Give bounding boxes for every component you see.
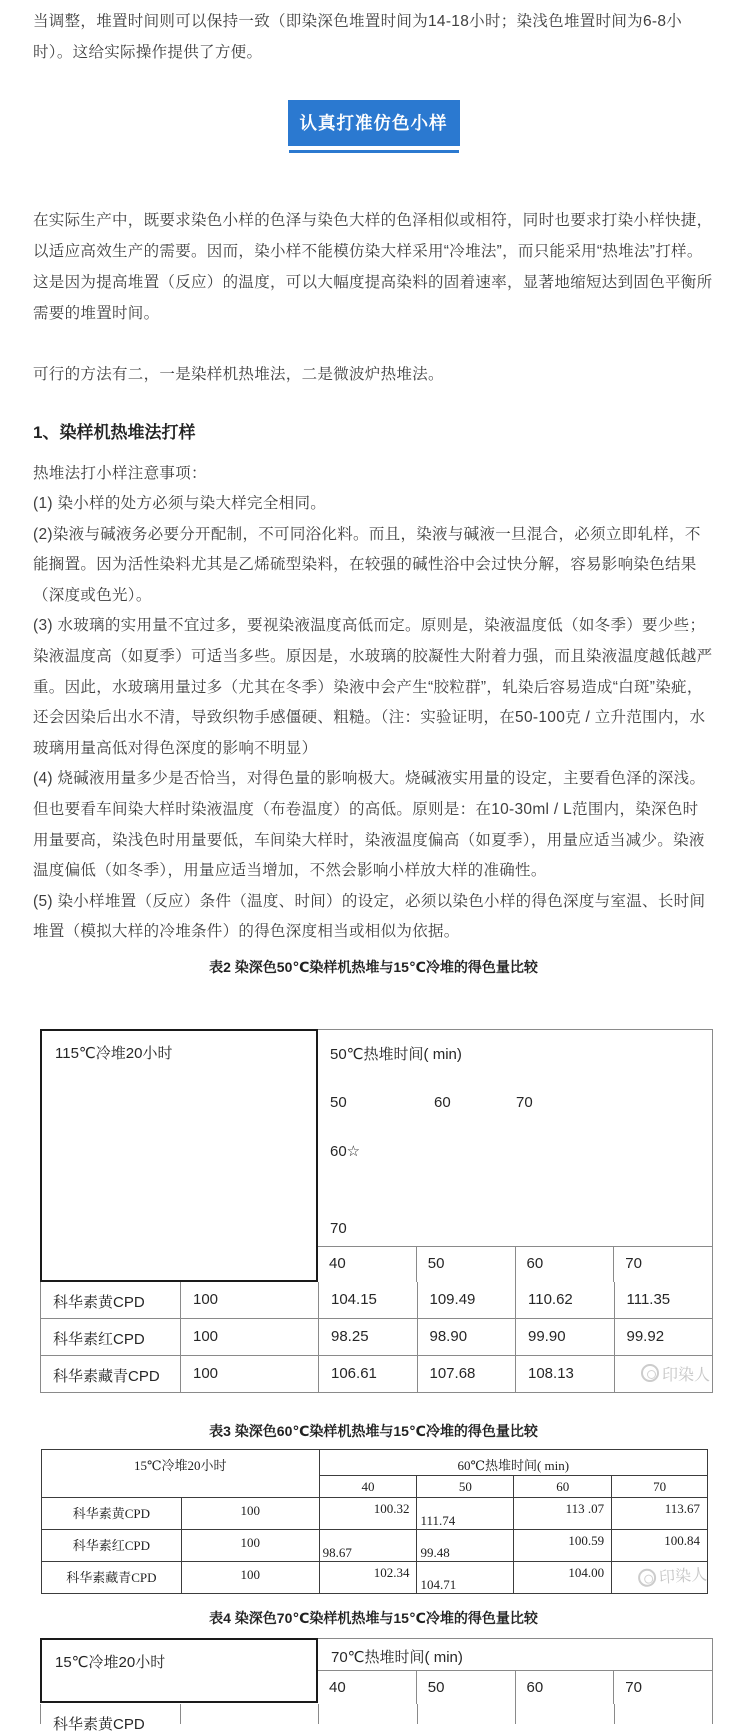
- value-cell: 98.25: [318, 1319, 417, 1355]
- value-cell: 99.92: [614, 1319, 714, 1355]
- value-bottom: 104.71: [420, 1576, 457, 1592]
- table2-stray-70: 70: [516, 1093, 533, 1111]
- section-lead: 热堆法打小样注意事项：: [33, 465, 207, 482]
- value-cell: [416, 1562, 513, 1593]
- table4-corner-cell: 15℃冷堆20小时: [40, 1638, 318, 1703]
- value-top: 104.00: [568, 1564, 605, 1580]
- table2-span-cell: [318, 1030, 712, 1246]
- intro-paragraph: 当调整，堆置时间则可以保持一致（即染深色堆置时间为14-18小时；染浅色堆置时间为6-8小时）。这给实际操作提供了方便。: [33, 13, 683, 61]
- value-cell: 110.62: [515, 1282, 614, 1318]
- value-cell: [318, 1704, 417, 1724]
- table3-header-row1: [42, 1450, 707, 1475]
- empty-cell: [42, 1475, 319, 1497]
- value-cell: [417, 1704, 516, 1724]
- col-header: 40: [319, 1475, 417, 1497]
- note-item-1: (1) 染小样的处方必须与染大样完全相同。: [33, 495, 327, 512]
- section-heading: 1、染样机热堆法打样: [33, 423, 196, 442]
- watermark-logo-icon: [641, 1364, 659, 1382]
- table2: [40, 1029, 713, 1393]
- notes-list: [0, 489, 747, 948]
- value-cell: 107.68: [417, 1356, 516, 1392]
- col-header: 60: [515, 1671, 614, 1704]
- watermark-text: 印染人: [658, 1566, 708, 1587]
- table-row: [40, 1282, 713, 1319]
- col-header: 50: [416, 1671, 515, 1704]
- value-cell: [513, 1562, 611, 1593]
- table2-stray-60star: 60☆: [330, 1142, 361, 1160]
- dye-name: 科华素黄CPD: [40, 1282, 180, 1318]
- value-cell: 109.49: [417, 1282, 516, 1318]
- col-header: 70: [611, 1475, 707, 1497]
- dye-name: 科华素藏青CPD: [40, 1356, 180, 1392]
- value-cell: [611, 1498, 707, 1529]
- value-bottom: 99.48: [420, 1544, 450, 1560]
- note-item-3: (3) 水玻璃的实用量不宜过多，要视染液温度高低而定。原则是，染液温度低（如冬季）要少些；染液温度高（如夏季）可适当多些。原因是，水玻璃的胶凝性大附着力强，而且染液温度越低越严重。因此，水玻璃用量过多（尤其在冬季）染液中会产生“胶粒群”，轧染后容易造成“白斑”染疵，还会因染后出水不清，导致织物手感僵硬、粗糙。（注：实验证明，在50-100克 / 立升范围内，水玻璃用量高低对得色深度的影响不明显）: [33, 617, 713, 757]
- value-cell: 106.61: [318, 1356, 417, 1392]
- dye-name: 科华素藏青CPD: [66, 1569, 157, 1585]
- table4-header: [40, 1638, 713, 1704]
- value-cell: [319, 1498, 417, 1529]
- value-cell: [611, 1562, 707, 1593]
- table2-stray-50: 50: [330, 1093, 347, 1111]
- watermark: [641, 1362, 710, 1385]
- value-cell: [614, 1356, 714, 1392]
- table4: [40, 1638, 713, 1733]
- dye-name: 科华素红CPD: [72, 1537, 151, 1553]
- table2-title: 表2 染深色50℃染样机热堆与15℃冷堆的得色量比较: [209, 958, 538, 975]
- col-header: 70: [613, 1671, 712, 1704]
- base-value: 100: [180, 1319, 318, 1355]
- col-header: 60: [515, 1247, 614, 1282]
- table-row: [42, 1561, 707, 1593]
- value-cell: [416, 1530, 513, 1561]
- value-cell: 98.90: [417, 1319, 516, 1355]
- col-header: 50: [416, 1247, 515, 1282]
- table3-span-header: 60℃热堆时间( min): [319, 1450, 707, 1475]
- table2-stray-70b: 70: [330, 1219, 347, 1237]
- value-cell: [319, 1562, 417, 1593]
- value-top: 102.34: [373, 1564, 410, 1580]
- body-paragraph-2: 可行的方法有二，一是染样机热堆法，二是微波炉热堆法。: [33, 366, 444, 383]
- value-cell: 104.15: [318, 1282, 417, 1318]
- base-value: 100: [180, 1356, 318, 1392]
- value-bottom: 111.74: [420, 1512, 456, 1528]
- table2-col-headers: [318, 1246, 712, 1282]
- table2-corner-cell: 115℃冷堆20小时: [40, 1029, 318, 1282]
- banner-wrap: [0, 100, 747, 153]
- base-value: 100: [181, 1562, 319, 1593]
- col-header: 60: [513, 1475, 611, 1497]
- table2-span-header: 50℃热堆时间( min): [330, 1045, 462, 1063]
- col-header: 70: [613, 1247, 712, 1282]
- watermark-text: 印染人: [661, 1366, 710, 1384]
- body-paragraph-1: 在实际生产中，既要求染色小样的色泽与染色大样的色泽相似或相符，同时也要求打染小样快捷，以适应高效生产的需要。因而，染小样不能模仿染大样采用“冷堆法”，而只能采用“热堆法”打样。这是因为提高堆置（反应）的温度，可以大幅度提高染料的固着速率，显著地缩短达到固色平衡所需要的堆置时间。: [33, 212, 713, 322]
- table-row: [42, 1497, 707, 1529]
- table3: [41, 1449, 708, 1594]
- value-top: 100.59: [568, 1532, 605, 1548]
- table3-title: 表3 染深色60℃染样机热堆与15℃冷堆的得色量比较: [209, 1422, 538, 1439]
- value-top: 100.32: [373, 1500, 410, 1516]
- value-cell: [513, 1498, 611, 1529]
- value-cell: 108.13: [515, 1356, 614, 1392]
- table-row: [42, 1529, 707, 1561]
- base-value: 100: [181, 1498, 319, 1529]
- value-top: 113 .07: [565, 1500, 605, 1516]
- base-value: [180, 1704, 318, 1724]
- value-top: 113.67: [664, 1500, 701, 1516]
- table-row-partial: [40, 1704, 713, 1733]
- table-row: [40, 1356, 713, 1393]
- value-cell: 99.90: [515, 1319, 614, 1355]
- note-item-5: (5) 染小样堆置（反应）条件（温度、时间）的设定，必须以染色小样的得色深度与室温、长时间堆置（模拟大样的冷堆条件）的得色深度相当或相似为依据。: [33, 892, 706, 941]
- value-cell: [614, 1704, 714, 1724]
- banner-underline: [289, 150, 459, 153]
- table4-title: 表4 染深色70℃染样机热堆与15℃冷堆的得色量比较: [209, 1609, 538, 1626]
- table4-col-headers: [318, 1670, 712, 1704]
- base-value: 100: [180, 1282, 318, 1318]
- dye-name: 科华素黄CPD: [40, 1704, 180, 1724]
- table4-header-right: [318, 1638, 713, 1704]
- value-bottom: 98.67: [322, 1544, 352, 1560]
- dye-name: 科华素红CPD: [40, 1319, 180, 1355]
- dye-name: 科华素黄CPD: [72, 1505, 151, 1521]
- col-header: 40: [329, 1254, 346, 1272]
- value-top: 100.84: [664, 1532, 701, 1548]
- col-header: 40: [329, 1678, 346, 1696]
- value-cell: [319, 1530, 417, 1561]
- section-banner-button[interactable]: 认真打准仿色小样: [288, 100, 460, 146]
- value-cell: [513, 1530, 611, 1561]
- table2-header-right: [318, 1029, 713, 1282]
- table2-header: [40, 1029, 713, 1282]
- table3-header-row2: [42, 1475, 707, 1497]
- table-row: [40, 1319, 713, 1356]
- value-cell: [611, 1530, 707, 1561]
- col-header: 50: [416, 1475, 513, 1497]
- note-item-2: (2)染液与碱液务必要分开配制，不可同浴化料。而且，染液与碱液一旦混合，必须立即轧样，不能搁置。因为活性染料尤其是乙烯硫型染料，在较强的碱性浴中会过快分解，容易影响染色结果（深度或色光）。: [33, 525, 701, 604]
- watermark: [637, 1562, 707, 1590]
- base-value: 100: [181, 1530, 319, 1561]
- note-item-4: (4) 烧碱液用量多少是否恰当，对得色量的影响极大。烧碱液实用量的设定，主要看色泽的深浅。但也要看车间染大样时染液温度（布卷温度）的高低。原则是：在10-30ml / L范围内，染深色时用量要高，染浅色时用量要低，车间染大样时，染液温度偏高（如夏季），用量应适当减少。染液温度偏低（如冬季），用量应适当增加，不然会影响小样放大样的准确性。: [33, 770, 706, 880]
- table2-stray-60: 60: [434, 1093, 451, 1111]
- table4-span-header: 70℃热堆时间( min): [331, 1648, 463, 1666]
- value-cell: [515, 1704, 614, 1724]
- table3-corner-cell: 15℃冷堆20小时: [134, 1457, 227, 1473]
- value-cell: 111.35: [614, 1282, 714, 1318]
- watermark-logo-icon: [637, 1568, 656, 1587]
- value-cell: [416, 1498, 513, 1529]
